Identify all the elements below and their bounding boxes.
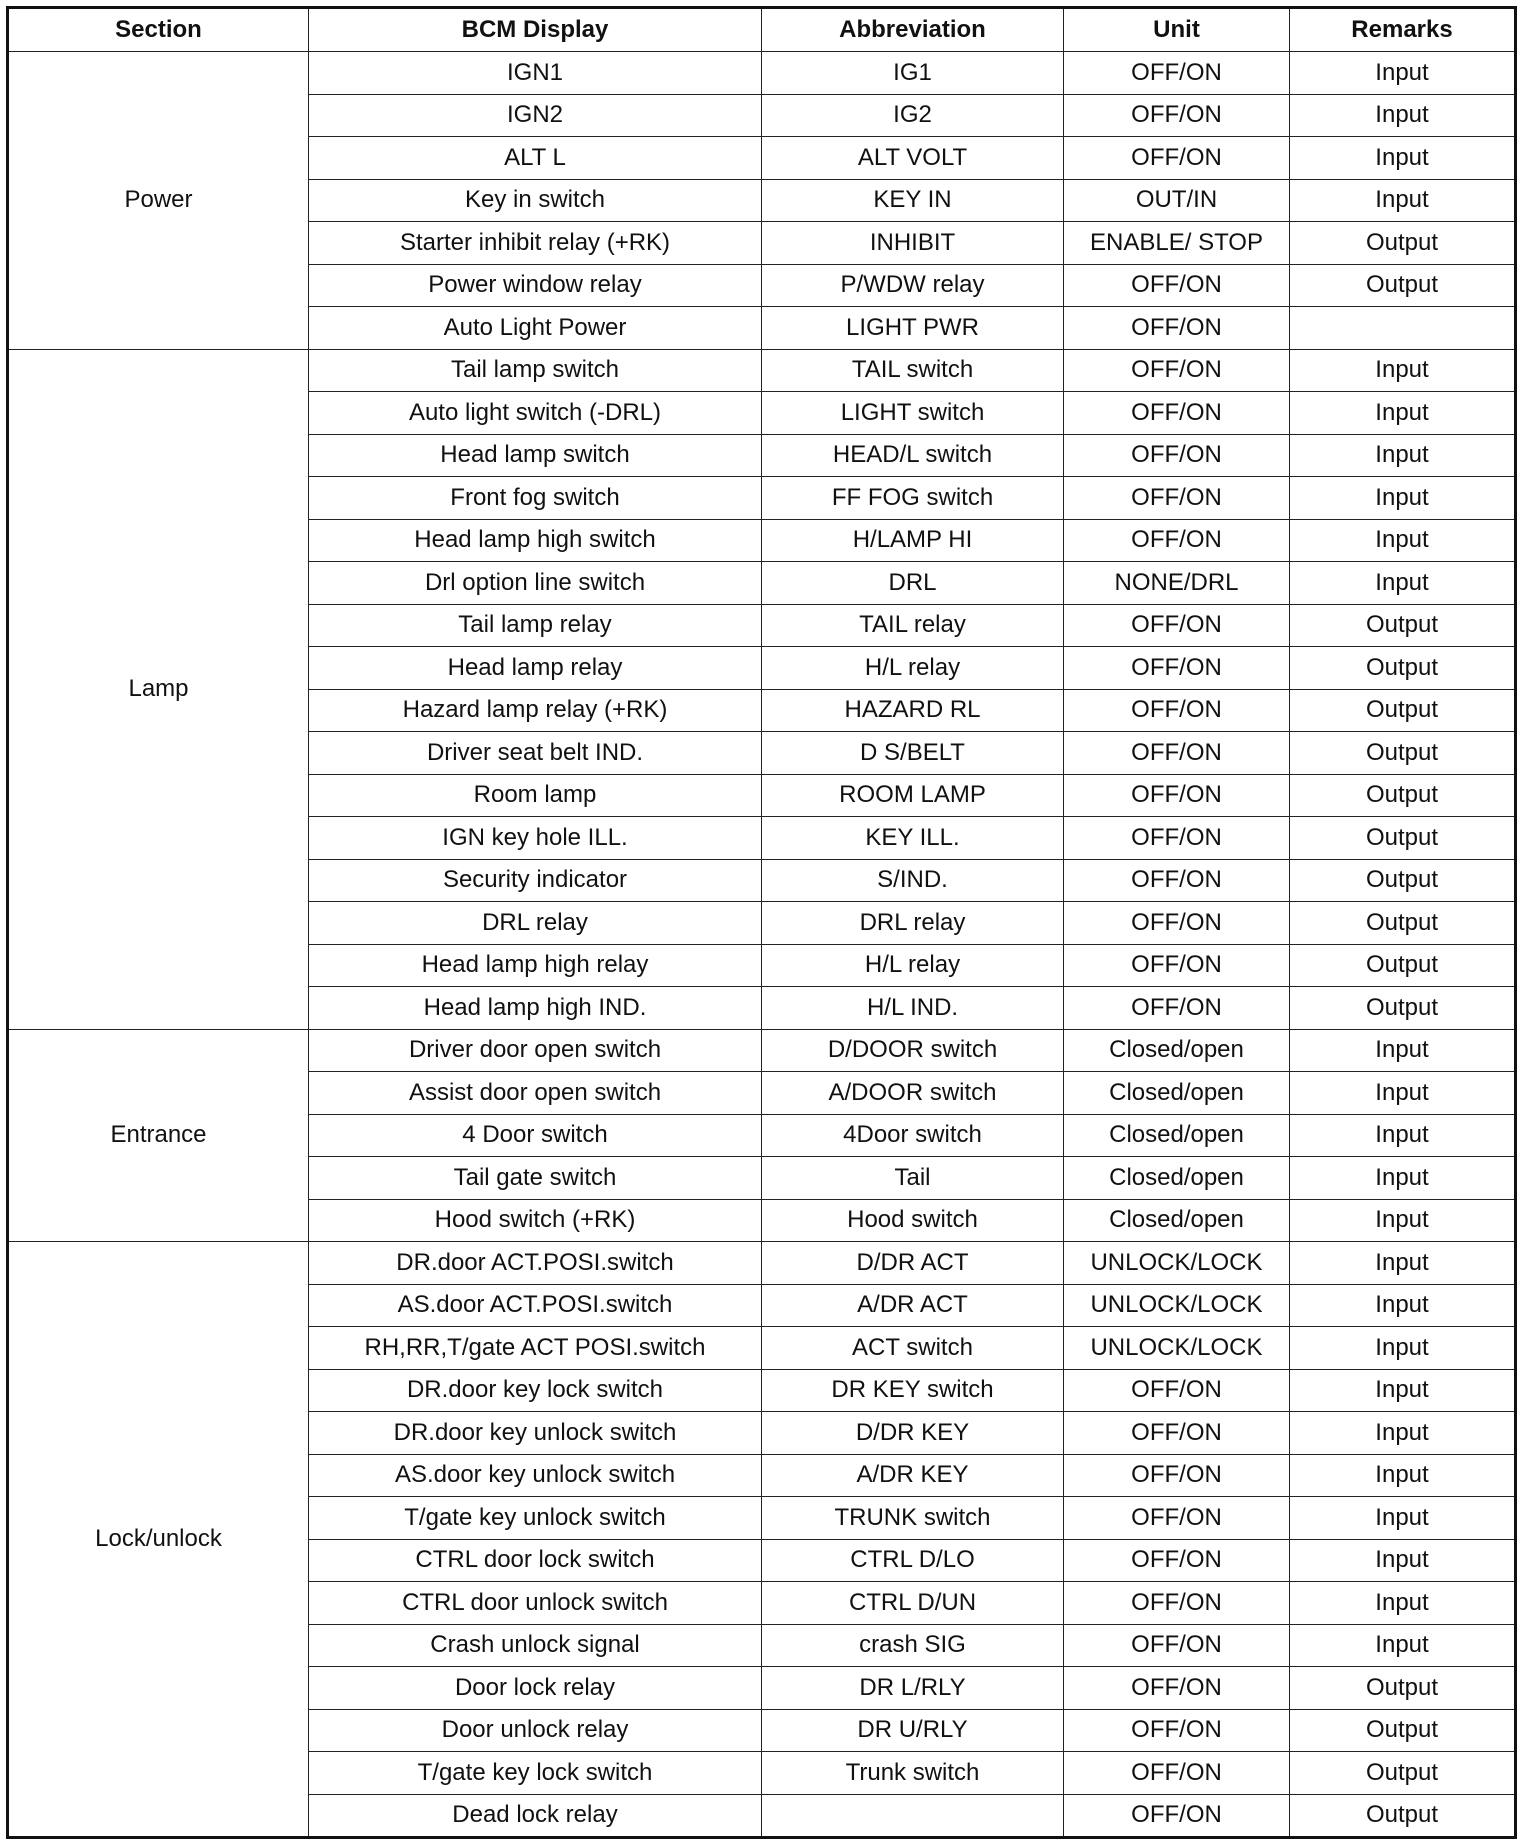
unit-cell: OFF/ON (1064, 1369, 1290, 1412)
unit-cell: OFF/ON (1064, 307, 1290, 350)
header-row (8, 8, 1516, 52)
unit-cell: OFF/ON (1064, 689, 1290, 732)
bcm-display-cell: Dead lock relay (309, 1794, 762, 1838)
remarks-cell: Output (1290, 1709, 1516, 1752)
header-unit: Unit (1064, 8, 1290, 52)
bcm-display-cell: Tail lamp relay (309, 604, 762, 647)
abbreviation-cell: A/DR KEY (762, 1454, 1064, 1497)
unit-cell: OFF/ON (1064, 774, 1290, 817)
remarks-cell: Input (1290, 1369, 1516, 1412)
bcm-display-cell: Tail lamp switch (309, 349, 762, 392)
abbreviation-cell: D/DR ACT (762, 1242, 1064, 1285)
abbreviation-cell: HAZARD RL (762, 689, 1064, 732)
abbreviation-cell: CTRL D/UN (762, 1582, 1064, 1625)
bcm-display-cell: Room lamp (309, 774, 762, 817)
remarks-cell: Input (1290, 392, 1516, 435)
header-remarks: Remarks (1290, 8, 1516, 52)
unit-cell: UNLOCK/LOCK (1064, 1327, 1290, 1370)
bcm-display-cell: Head lamp high relay (309, 944, 762, 987)
abbreviation-cell: DR U/RLY (762, 1709, 1064, 1752)
unit-cell: OFF/ON (1064, 604, 1290, 647)
remarks-cell: Output (1290, 264, 1516, 307)
remarks-cell: Output (1290, 732, 1516, 775)
abbreviation-cell: CTRL D/LO (762, 1539, 1064, 1582)
unit-cell: Closed/open (1064, 1114, 1290, 1157)
abbreviation-cell: crash SIG (762, 1624, 1064, 1667)
abbreviation-cell: IG1 (762, 52, 1064, 95)
remarks-cell: Output (1290, 647, 1516, 690)
remarks-cell: Input (1290, 519, 1516, 562)
unit-cell: OFF/ON (1064, 987, 1290, 1030)
abbreviation-cell: ALT VOLT (762, 137, 1064, 180)
unit-cell: OFF/ON (1064, 392, 1290, 435)
bcm-display-cell: Head lamp high IND. (309, 987, 762, 1030)
remarks-cell: Input (1290, 1327, 1516, 1370)
unit-cell: OFF/ON (1064, 1624, 1290, 1667)
bcm-display-cell: T/gate key lock switch (309, 1752, 762, 1795)
bcm-display-cell: AS.door key unlock switch (309, 1454, 762, 1497)
remarks-cell: Input (1290, 1582, 1516, 1625)
abbreviation-cell: Trunk switch (762, 1752, 1064, 1795)
unit-cell: OFF/ON (1064, 52, 1290, 95)
header-section: Section (8, 8, 309, 52)
abbreviation-cell: D/DR KEY (762, 1412, 1064, 1455)
bcm-display-cell: Driver door open switch (309, 1029, 762, 1072)
unit-cell: OFF/ON (1064, 1497, 1290, 1540)
remarks-cell: Output (1290, 1794, 1516, 1838)
abbreviation-cell: Hood switch (762, 1199, 1064, 1242)
abbreviation-cell: DR L/RLY (762, 1667, 1064, 1710)
bcm-display-cell: Security indicator (309, 859, 762, 902)
bcm-display-cell: Head lamp relay (309, 647, 762, 690)
abbreviation-cell: D S/BELT (762, 732, 1064, 775)
unit-cell: OUT/IN (1064, 179, 1290, 222)
table-row (8, 1242, 1516, 1285)
header-bcm-display: BCM Display (309, 8, 762, 52)
remarks-cell: Input (1290, 1624, 1516, 1667)
abbreviation-cell: TRUNK switch (762, 1497, 1064, 1540)
remarks-cell: Output (1290, 859, 1516, 902)
unit-cell: OFF/ON (1064, 264, 1290, 307)
abbreviation-cell: Tail (762, 1157, 1064, 1200)
remarks-cell: Input (1290, 1242, 1516, 1285)
unit-cell: OFF/ON (1064, 137, 1290, 180)
bcm-display-cell: IGN1 (309, 52, 762, 95)
bcm-display-cell: DR.door ACT.POSI.switch (309, 1242, 762, 1285)
unit-cell: OFF/ON (1064, 859, 1290, 902)
bcm-display-cell: Head lamp switch (309, 434, 762, 477)
abbreviation-cell: A/DR ACT (762, 1284, 1064, 1327)
remarks-cell: Input (1290, 1454, 1516, 1497)
remarks-cell: Input (1290, 562, 1516, 605)
table-header (8, 8, 1516, 52)
abbreviation-cell: FF FOG switch (762, 477, 1064, 520)
bcm-display-cell: Hood switch (+RK) (309, 1199, 762, 1242)
remarks-cell: Input (1290, 52, 1516, 95)
abbreviation-cell: LIGHT switch (762, 392, 1064, 435)
abbreviation-cell: H/L relay (762, 647, 1064, 690)
abbreviation-cell: TAIL relay (762, 604, 1064, 647)
remarks-cell: Output (1290, 689, 1516, 732)
section-cell: Lock/unlock (8, 1242, 309, 1838)
unit-cell: OFF/ON (1064, 944, 1290, 987)
abbreviation-cell: A/DOOR switch (762, 1072, 1064, 1115)
unit-cell: UNLOCK/LOCK (1064, 1242, 1290, 1285)
unit-cell: OFF/ON (1064, 1454, 1290, 1497)
abbreviation-cell: DR KEY switch (762, 1369, 1064, 1412)
bcm-display-cell: T/gate key unlock switch (309, 1497, 762, 1540)
abbreviation-cell: 4Door switch (762, 1114, 1064, 1157)
remarks-cell: Output (1290, 987, 1516, 1030)
unit-cell: OFF/ON (1064, 1752, 1290, 1795)
unit-cell: OFF/ON (1064, 1582, 1290, 1625)
unit-cell: OFF/ON (1064, 1539, 1290, 1582)
bcm-display-cell: Head lamp high switch (309, 519, 762, 562)
remarks-cell (1290, 307, 1516, 350)
unit-cell: OFF/ON (1064, 647, 1290, 690)
remarks-cell: Input (1290, 1497, 1516, 1540)
unit-cell: OFF/ON (1064, 477, 1290, 520)
bcm-display-cell: RH,RR,T/gate ACT POSI.switch (309, 1327, 762, 1370)
unit-cell: OFF/ON (1064, 732, 1290, 775)
abbreviation-cell: DRL (762, 562, 1064, 605)
remarks-cell: Input (1290, 349, 1516, 392)
remarks-cell: Input (1290, 477, 1516, 520)
abbreviation-cell: INHIBIT (762, 222, 1064, 265)
bcm-display-cell: Assist door open switch (309, 1072, 762, 1115)
section-cell: Entrance (8, 1029, 309, 1242)
abbreviation-cell (762, 1794, 1064, 1838)
remarks-cell: Output (1290, 1667, 1516, 1710)
abbreviation-cell: ACT switch (762, 1327, 1064, 1370)
unit-cell: UNLOCK/LOCK (1064, 1284, 1290, 1327)
remarks-cell: Input (1290, 1114, 1516, 1157)
remarks-cell: Output (1290, 774, 1516, 817)
table-body (8, 52, 1516, 1838)
abbreviation-cell: H/L IND. (762, 987, 1064, 1030)
bcm-display-cell: CTRL door lock switch (309, 1539, 762, 1582)
abbreviation-cell: D/DOOR switch (762, 1029, 1064, 1072)
table-row (8, 52, 1516, 95)
bcm-display-cell: Door lock relay (309, 1667, 762, 1710)
bcm-display-cell: Auto Light Power (309, 307, 762, 350)
bcm-display-cell: Key in switch (309, 179, 762, 222)
remarks-cell: Input (1290, 94, 1516, 137)
remarks-cell: Input (1290, 1072, 1516, 1115)
remarks-cell: Output (1290, 902, 1516, 945)
unit-cell: NONE/DRL (1064, 562, 1290, 605)
unit-cell: OFF/ON (1064, 519, 1290, 562)
abbreviation-cell: ROOM LAMP (762, 774, 1064, 817)
unit-cell: OFF/ON (1064, 817, 1290, 860)
abbreviation-cell: IG2 (762, 94, 1064, 137)
remarks-cell: Output (1290, 817, 1516, 860)
unit-cell: OFF/ON (1064, 1709, 1290, 1752)
abbreviation-cell: S/IND. (762, 859, 1064, 902)
bcm-display-cell: DRL relay (309, 902, 762, 945)
section-cell: Power (8, 52, 309, 350)
bcm-display-cell: Hazard lamp relay (+RK) (309, 689, 762, 732)
remarks-cell: Input (1290, 1199, 1516, 1242)
unit-cell: OFF/ON (1064, 94, 1290, 137)
bcm-display-cell: IGN key hole ILL. (309, 817, 762, 860)
remarks-cell: Output (1290, 944, 1516, 987)
remarks-cell: Input (1290, 1157, 1516, 1200)
section-cell: Lamp (8, 349, 309, 1029)
remarks-cell: Input (1290, 434, 1516, 477)
remarks-cell: Output (1290, 604, 1516, 647)
unit-cell: ENABLE/ STOP (1064, 222, 1290, 265)
abbreviation-cell: HEAD/L switch (762, 434, 1064, 477)
table-row (8, 349, 1516, 392)
bcm-display-cell: Starter inhibit relay (+RK) (309, 222, 762, 265)
unit-cell: OFF/ON (1064, 434, 1290, 477)
bcm-data-table (6, 6, 1517, 1839)
abbreviation-cell: H/L relay (762, 944, 1064, 987)
unit-cell: OFF/ON (1064, 1667, 1290, 1710)
unit-cell: Closed/open (1064, 1157, 1290, 1200)
unit-cell: OFF/ON (1064, 902, 1290, 945)
abbreviation-cell: H/LAMP HI (762, 519, 1064, 562)
remarks-cell: Input (1290, 1412, 1516, 1455)
bcm-display-cell: IGN2 (309, 94, 762, 137)
unit-cell: OFF/ON (1064, 349, 1290, 392)
header-abbreviation: Abbreviation (762, 8, 1064, 52)
table-row (8, 1029, 1516, 1072)
bcm-display-cell: DR.door key lock switch (309, 1369, 762, 1412)
remarks-cell: Output (1290, 222, 1516, 265)
remarks-cell: Input (1290, 137, 1516, 180)
unit-cell: Closed/open (1064, 1199, 1290, 1242)
bcm-display-cell: Auto light switch (-DRL) (309, 392, 762, 435)
bcm-display-cell: Power window relay (309, 264, 762, 307)
abbreviation-cell: DRL relay (762, 902, 1064, 945)
remarks-cell: Output (1290, 1752, 1516, 1795)
bcm-display-cell: Drl option line switch (309, 562, 762, 605)
remarks-cell: Input (1290, 1539, 1516, 1582)
bcm-display-cell: Driver seat belt IND. (309, 732, 762, 775)
bcm-display-cell: Crash unlock signal (309, 1624, 762, 1667)
abbreviation-cell: LIGHT PWR (762, 307, 1064, 350)
bcm-display-cell: Front fog switch (309, 477, 762, 520)
remarks-cell: Input (1290, 1284, 1516, 1327)
bcm-display-cell: AS.door ACT.POSI.switch (309, 1284, 762, 1327)
abbreviation-cell: P/WDW relay (762, 264, 1064, 307)
bcm-display-cell: CTRL door unlock switch (309, 1582, 762, 1625)
abbreviation-cell: KEY IN (762, 179, 1064, 222)
remarks-cell: Input (1290, 179, 1516, 222)
unit-cell: OFF/ON (1064, 1794, 1290, 1838)
bcm-display-cell: 4 Door switch (309, 1114, 762, 1157)
abbreviation-cell: KEY ILL. (762, 817, 1064, 860)
bcm-table-wrapper (6, 6, 1517, 1839)
unit-cell: Closed/open (1064, 1029, 1290, 1072)
unit-cell: OFF/ON (1064, 1412, 1290, 1455)
bcm-display-cell: Tail gate switch (309, 1157, 762, 1200)
bcm-display-cell: ALT L (309, 137, 762, 180)
bcm-display-cell: DR.door key unlock switch (309, 1412, 762, 1455)
abbreviation-cell: TAIL switch (762, 349, 1064, 392)
unit-cell: Closed/open (1064, 1072, 1290, 1115)
remarks-cell: Input (1290, 1029, 1516, 1072)
bcm-display-cell: Door unlock relay (309, 1709, 762, 1752)
